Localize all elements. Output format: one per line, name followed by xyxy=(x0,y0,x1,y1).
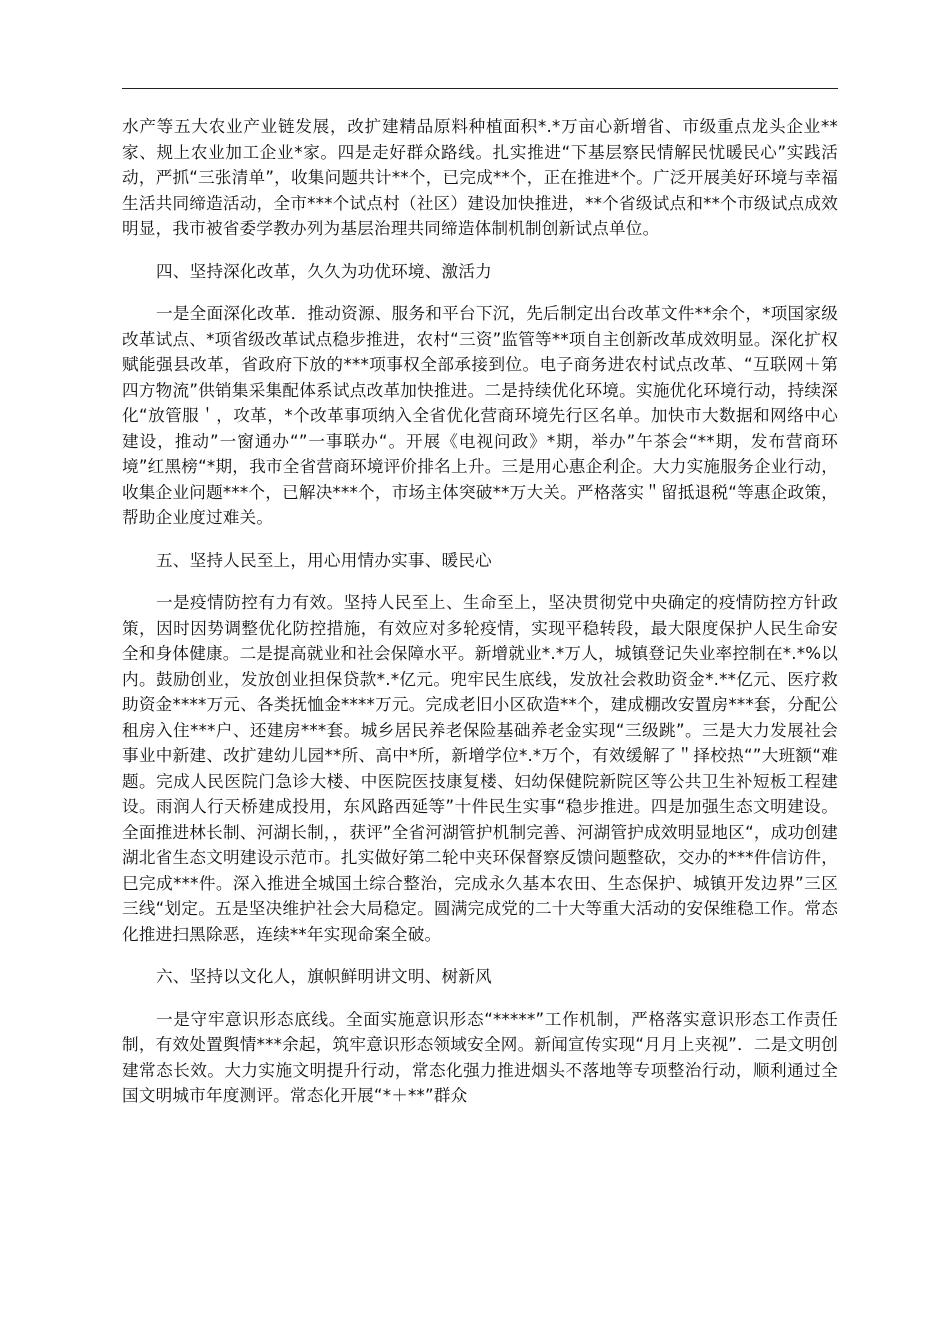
paragraph-people: 一是疫情防控有力有效。坚持人民至上、生命至上，坚决贯彻党中央确定的疫情防控方针政策，因时因势调整优化防控措施，有效应对多轮疫情，实现平稳转段，最大限度保护人民生命安全和身体健康。二是提高就业和社会保障水平。新增就业*.*万人，城镇登记失业率控制在*.*%以内。鼓励创业，发放创业担保贷款*.*亿元。兜牢民生底线，发放社会救助资金*.**亿元、医疗救助资金****万元、各类抚恤金****万元。完成老旧小区砍造**个，建成棚改安置房***套，分配公租房入住***户、还建房***套。城乡居民养老保险基础养老金实现“三级跳”。三是大力发展社会事业中新建、改扩建幼儿园**所、高中*所，新增学位*.*万个，有效缓解了＂择校热“”大班额“难题。完成人民医院门急诊大楼、中医院医技康复楼、妇幼保健院新院区等公共卫生补短板工程建设。雨润人行天桥建成投用，东风路西延等”十件民生实事“稳步推进。四是加强生态文明建设。全面推进林长制、河湖长制，，获评”全省河湖管护机制完善、河湖管护成效明显地区“，成功创建湖北省生态文明建设示范市。扎实做好第二轮中夹环保督察反馈问题整砍，交办的***件信访件，巳完成***件。深入推进全城国土综合整治，完成永久基本农田、生态保护、城镇开发边界”三区三线“划定。五是坚决维护社会大局稳定。圆满完成党的二十大等重大活动的安保维稳工作。常态化推进扫黑除恶，连续**年实现命案全破。 xyxy=(122,593,838,944)
section-heading-reform: 四、坚持深化改革，久久为功优环境、激活力 xyxy=(156,261,492,281)
header-rule xyxy=(122,88,838,89)
paragraph-reform: 一是全面深化改革．推动资源、服务和平台下沉，先后制定出台改革文件**余个，*项国家级改革试点、*项省级改革试点稳步推进，农村“三资”监管等**项自主创新改革成效明显。深化扩权赋能强县改革，省政府下放的***项事权全部承接到位。电子商务进农村试点改革、“互联网＋第四方物流”供销集采集配体系试点改革加快推进。二是持续优化环境。实施优化环境行动，持续深化“放管服＇，攻革，*个改革事项纳入全省优化营商环境先行区名单。加快市大数据和网络中心建设，推动”一窗通办“”一事联办“。开展《电视问政》*期，举办”午茶会“**期，发布营商环境”红黑榜“*期，我市全省营商环境评价排名上升。三是用心惠企利企。大力实施服务企业行动，收集企业问题***个，已解决***个，市场主体突破**万大关。严格落实＂留抵退税“等惠企政策，帮助企业度过难关。 xyxy=(122,304,838,527)
paragraph-agriculture: 水产等五大农业产业链发展，改扩建精品原料种植面积*.*万亩心新增省、市级重点龙头企业**家、规上农业加工企业*家。四是走好群众路线。扎实推进“下基层察民情解民忧暖民心”实践活动，严抓“三张清单”，收集问题共计**个，已完成**个，正在推进*个。广泛开展美好环境与幸福生活共同缔造活动，全市***个试点村（社区）建设加快推进，**个省级试点和**个市级试点成效明显，我市被省委学教办列为基层治理共同缔造体制机制创新试点单位。 xyxy=(122,117,838,238)
section-heading-culture: 六、坚持以文化人，旗帜鲜明讲文明、树新风 xyxy=(156,967,492,986)
paragraph-culture: 一是守牢意识形态底线。全面实施意识形态“*****”工作机制，严格落实意识形态工作责任制，有效处置舆情***余起，筑牢意识形态领域安全网。新闻宣传实现“月月上夹视”．二是文明创建常态长效。大力实施文明提升行动，常态化强力推进烟头不落地等专项整治行动，顺利通过全国文明城市年度测评。常态化开展“*＋**”群众 xyxy=(122,1009,838,1105)
section-heading-people: 五、坚持人民至上，用心用情办实事、暖民心 xyxy=(156,550,492,570)
document-body xyxy=(122,114,838,1109)
